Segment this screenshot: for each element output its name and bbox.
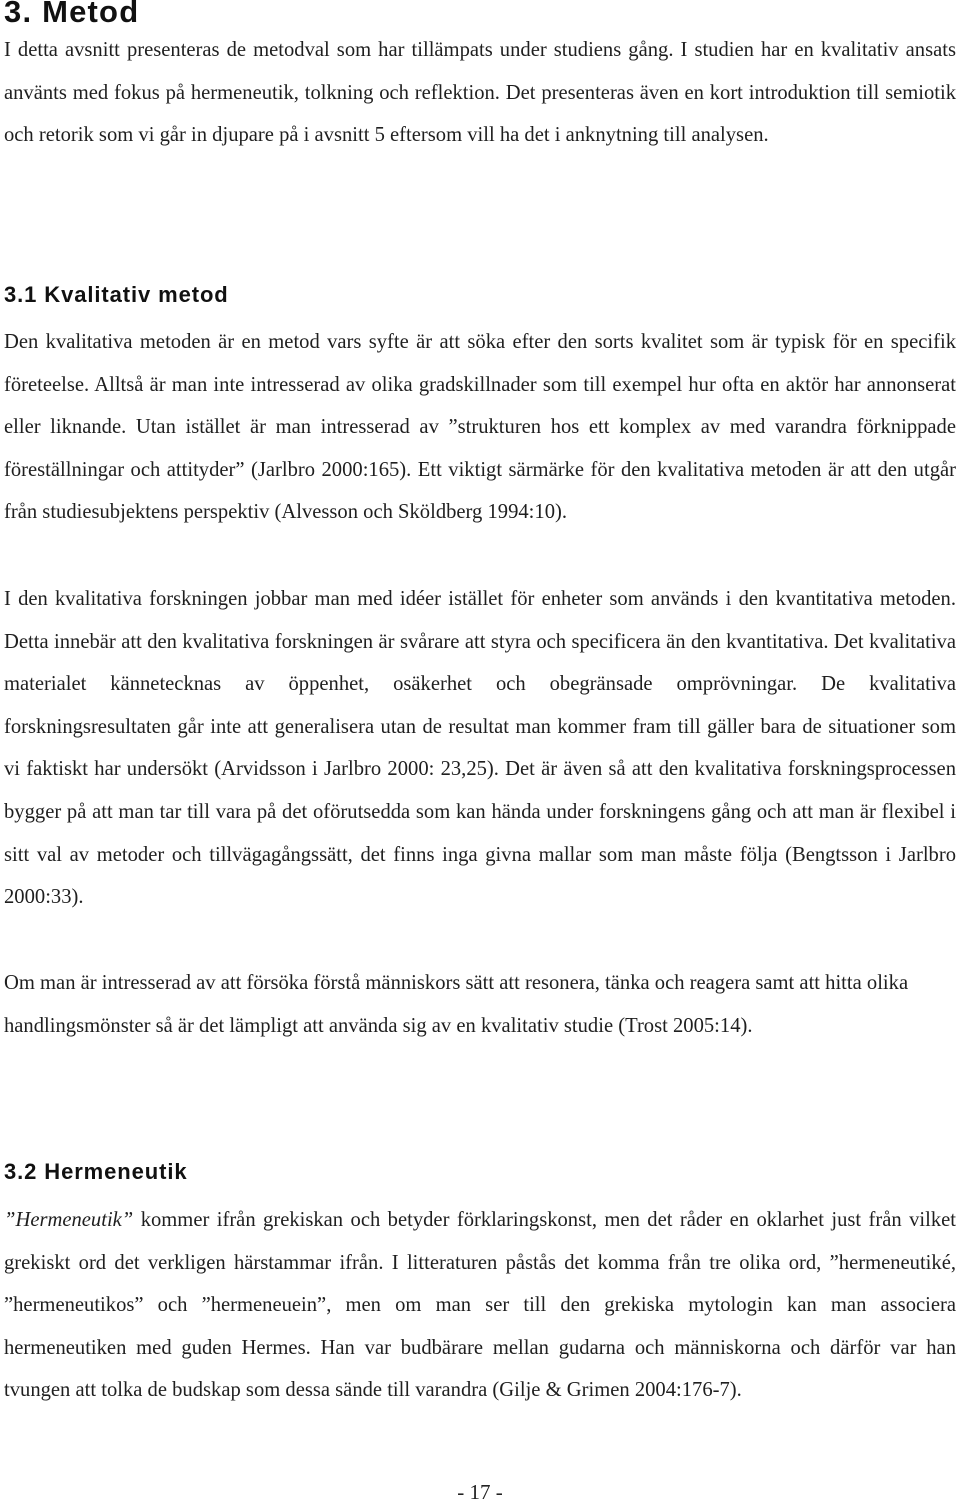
subsection-title-hermeneutik: 3.2 Hermeneutik	[4, 1159, 188, 1184]
hermeneutik-text: kommer ifrån grekiskan och betyder förklaringskonst, men det råder en oklarhet just från vilket grekiskt ord det verkligen härstammar ifrån. I litteraturen påstås det komma från tre olika ord, ”hermeneutiké, ”hermeneutikos” och ”hermeneuein”, men om man ser till den grekiska mytologin kan man associera hermeneutiken med guden Hermes. Han var budbärare mellan gudarna och människorna och därför var han tvungen att tolka de budskap som dessa sände till varandra (Gilje & Grimen 2004:176-7).	[4, 1209, 956, 1402]
subsection-title-kvalitativ-metod: 3.1 Kvalitativ metod	[4, 282, 229, 307]
page-number: - 17 -	[457, 1480, 503, 1504]
kvalitativ-paragraph-1: Den kvalitativa metoden är en metod vars syfte är att söka efter den sorts kvalitet som är typisk för en specifik företeelse. Alltså är man inte intresserad av olika gradskillnader som till exempel hur ofta en aktör har annonserat eller liknande. Utan istället är man intresserad av ”strukturen hos ett komplex av med varandra förknippade föreställningar och attityder” (Jarlbro 2000:165). Ett viktigt särmärke för den kvalitativa metoden är att den utgår från studiesubjektens perspektiv (Alvesson och Sköldberg 1994:10).	[4, 331, 956, 524]
intro-paragraph: I detta avsnitt presenteras de metodval som har tillämpats under studiens gång. I studien har en kvalitativ ansats använts med fokus på hermeneutik, tolkning och reflektion. Det presenteras även en kort introduktion till semiotik och retorik som vi går in djupare på i avsnitt 5 eftersom vill ha det i anknytning till analysen.	[4, 39, 956, 147]
hermeneutik-term: ”Hermeneutik”	[4, 1209, 134, 1231]
section-title: 3. Metod	[4, 0, 140, 29]
kvalitativ-paragraph-2: I den kvalitativa forskningen jobbar man med idéer istället för enheter som används i den kvantitativa metoden. Detta innebär att den kvalitativa forskningen är svårare att styra och specificera än den kvantitativa. Det kvalitativa materialet kännetecknas av öppenhet, osäkerhet och obegränsade omprövningar. De kvalitativa forskningsresultaten går inte att generalisera utan de resultat man kommer fram till gäller bara de situationer som vi faktiskt har undersökt (Arvidsson i Jarlbro 2000: 23,25). Det är även så att den kvalitativa forskningsprocessen bygger på att man tar till vara på det oförutsedda som kan hända under forskningens gång och att man är flexibel i sitt val av metoder och tillvägagångssätt, det finns inga givna mallar som man måste följa (Bengtsson i Jarlbro 2000:33).	[4, 588, 956, 909]
kvalitativ-paragraph-3: Om man är intresserad av att försöka förstå människors sätt att resonera, tänka och reagera samt att hitta olika handlingsmönster så är det lämpligt att använda sig av en kvalitativ studie (Trost 2005:14).	[4, 972, 909, 1037]
hermeneutik-paragraph	[4, 1199, 956, 1412]
